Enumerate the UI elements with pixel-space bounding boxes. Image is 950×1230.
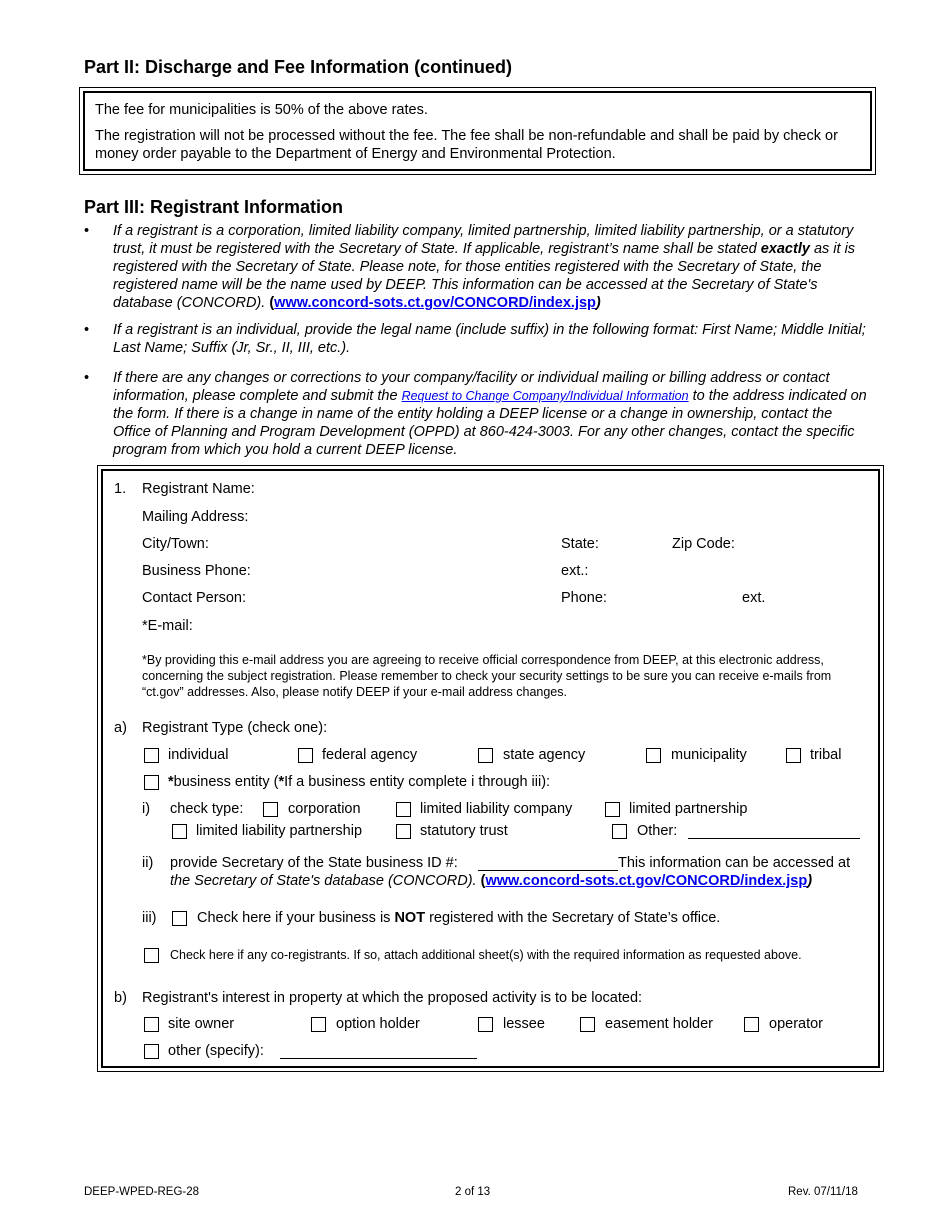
business-star: * — [168, 774, 174, 790]
type-state-agency: state agency — [503, 747, 586, 763]
lessee-checkbox[interactable] — [478, 1017, 493, 1032]
not-registered-bold: NOT — [394, 910, 426, 926]
statutory-trust-label: statutory trust — [420, 823, 508, 839]
tribal-checkbox[interactable] — [786, 748, 801, 763]
mailing-address-label: Mailing Address: — [142, 509, 249, 525]
email-label: *E-mail: — [142, 618, 193, 634]
llp-label: limited liability partnership — [196, 823, 363, 839]
other-interest-checkbox[interactable] — [144, 1044, 159, 1059]
interest-site-owner: site owner — [168, 1016, 235, 1032]
sos-access-text: This information can be accessed at — [618, 855, 851, 871]
fee-note: The fee for municipalities is 50% of the above rates. — [95, 102, 428, 118]
operator-checkbox[interactable] — [744, 1017, 759, 1032]
concord-link-2[interactable]: www.concord-sots.ct.gov/CONCORD/index.jsp — [485, 873, 808, 889]
bullet-dot-icon: • — [84, 322, 90, 338]
bullet-1-text: If a registrant is a corporation, limited liability company, limited partnership, limited liability partnership, or a statutory trust, it must be registered with the Secretary of State. If applicable, registrant’s name shall be stated exactly as it is registered with the Secretary of State. Please note, for those entities registered with the Secretary of State, the registered name will be the name used by DEEP. This information can be accessed at the Secretary of State's database (CONCORD). (www.concord-sots.ct.gov/CONCORD/index.jsp) — [113, 223, 856, 311]
business-entity-text-b: If a business entity complete i through iii): — [284, 774, 551, 790]
check-type-label: check type: — [170, 801, 244, 817]
interest-easement-holder: easement holder — [605, 1016, 714, 1032]
bullet-1-part-b: as it is registered with the Secretary of State. Please note, for those entities registered with the Secretary of State, the registered name will be the name used by DEEP. This information can be accessed at the Secretary of State's database (CONCORD). — [113, 241, 856, 311]
not-registered-text-a: Check here if your business is — [197, 910, 395, 926]
ext2-label: ext. — [742, 590, 766, 606]
sos-id-label: provide Secretary of the State business ID #: — [170, 855, 458, 871]
interest-lessee: lessee — [503, 1016, 545, 1032]
city-label: City/Town: — [142, 536, 209, 552]
type-federal-agency: federal agency — [322, 747, 418, 763]
item-number: 1. — [114, 481, 127, 497]
iii-label: iii) — [142, 910, 157, 926]
footer-rev: Rev. 07/11/18 — [788, 1186, 858, 1198]
request-change-link[interactable]: Request to Change Company/Individual Information — [401, 389, 689, 403]
lp-label: limited partnership — [629, 801, 748, 817]
email-note: *By providing this e-mail address you are agreeing to receive official correspondence from DEEP, at this electronic address, concerning the subject registration. Please remember to check your security settings to be sure you can receive e-mails from “ct.gov” addresses. Also, please notify DEEP if your e-mail address changes. — [142, 653, 832, 699]
interest-label: Registrant's interest in property at which the proposed activity is to be located: — [142, 990, 643, 1006]
bullet-1-bold: exactly — [760, 241, 810, 257]
option-holder-checkbox[interactable] — [311, 1017, 326, 1032]
sos-db-text: the Secretary of State's database (CONCORD). — [170, 873, 477, 889]
phone-label: Phone: — [561, 590, 607, 606]
federal-agency-checkbox[interactable] — [298, 748, 313, 763]
bullet-2-text: If a registrant is an individual, provide the legal name (include suffix) in the following format: First Name; Middle Initial; Last Name; Suffix (Jr, Sr., II, III, etc.). — [113, 322, 866, 356]
bullet-3-text — [113, 369, 868, 459]
bullet-3-part-a: If there are any changes or corrections to your company/facility or individual mailing or billing address or contact information, please complete and submit the — [113, 370, 830, 404]
lp-checkbox[interactable] — [605, 802, 620, 817]
easement-holder-checkbox[interactable] — [580, 1017, 595, 1032]
business-phone-label: Business Phone: — [142, 563, 251, 579]
sos-id-input[interactable] — [478, 870, 618, 871]
registrant-form — [97, 465, 884, 1072]
interest-option-holder: option holder — [336, 1016, 420, 1032]
ii-label: ii) — [142, 855, 154, 871]
concord-link[interactable]: www.concord-sots.ct.gov/CONCORD/index.jsp — [274, 295, 596, 311]
business-entity-label — [168, 774, 550, 790]
individual-checkbox[interactable] — [144, 748, 159, 763]
statutory-trust-checkbox[interactable] — [396, 824, 411, 839]
registrant-name-label: Registrant Name: — [142, 481, 255, 497]
state-label: State: — [561, 536, 599, 552]
coregistrants-checkbox[interactable] — [144, 948, 159, 963]
coregistrants-label: Check here if any co-registrants. If so, attach additional sheet(s) with the required information as requested above. — [170, 948, 802, 962]
fee-rule: The registration will not be processed without the fee. The fee shall be non-refundable and shall be paid by check or money order payable to the Department of Energy and Environmental Protection. — [95, 128, 838, 162]
other-type-checkbox[interactable] — [612, 824, 627, 839]
municipality-checkbox[interactable] — [646, 748, 661, 763]
not-registered-text-b: registered with the Secretary of State’s office. — [425, 910, 721, 926]
bullet-dot-icon: • — [84, 223, 90, 239]
footer-page: 2 of 13 — [455, 1186, 491, 1198]
part2-title: Part II: Discharge and Fee Information (continued) — [84, 57, 513, 77]
state-agency-checkbox[interactable] — [478, 748, 493, 763]
zip-label: Zip Code: — [672, 536, 735, 552]
registrant-type-label: Registrant Type (check one): — [142, 720, 328, 736]
corporation-label: corporation — [288, 801, 361, 817]
b-label: b) — [114, 990, 127, 1006]
corporation-checkbox[interactable] — [263, 802, 278, 817]
type-municipality: municipality — [671, 747, 747, 763]
fee-box — [79, 87, 876, 175]
business-entity-text: business entity ( — [173, 774, 279, 790]
contact-person-label: Contact Person: — [142, 590, 246, 606]
bullet-1-part-a: If a registrant is a corporation, limited liability company, limited partnership, limited liability partnership, or a statutory trust, it must be registered with the Secretary of State. If applicable, registrant’s name shall be stated — [113, 223, 854, 257]
type-individual: individual — [168, 747, 229, 763]
interest-operator: operator — [769, 1016, 824, 1032]
business-star-2: * — [278, 774, 285, 790]
business-entity-checkbox[interactable] — [144, 775, 159, 790]
other-type-input[interactable] — [688, 838, 860, 839]
other-type-label: Other: — [637, 823, 678, 839]
bullet-3-part-b: to the address indicated on the form. If there is a change in name of the entity holding a DEEP license or a change in ownership, contact the Office of Planning and Program Development (OPPD) at 860-424-3003. For any other changes, contact the specific program from which you hold a current DEEP license. — [113, 388, 867, 458]
site-owner-checkbox[interactable] — [144, 1017, 159, 1032]
ext-label: ext.: — [561, 563, 589, 579]
footer-form-id: DEEP-WPED-REG-28 — [84, 1186, 200, 1198]
a-label: a) — [114, 720, 127, 736]
not-registered-label — [197, 910, 720, 926]
other-specify-input[interactable] — [280, 1058, 477, 1059]
llc-checkbox[interactable] — [396, 802, 411, 817]
other-specify-label: other (specify): — [168, 1043, 264, 1059]
not-registered-checkbox[interactable] — [172, 911, 187, 926]
sos-db-line: the Secretary of State's database (CONCORD). (www.concord-sots.ct.gov/CONCORD/index.jsp) — [170, 873, 813, 889]
part3-title: Part III: Registrant Information — [84, 197, 344, 217]
type-tribal: tribal — [810, 747, 842, 763]
llc-label: limited liability company — [420, 801, 573, 817]
bullet-dot-icon: • — [84, 370, 90, 386]
i-label: i) — [142, 801, 151, 817]
llp-checkbox[interactable] — [172, 824, 187, 839]
